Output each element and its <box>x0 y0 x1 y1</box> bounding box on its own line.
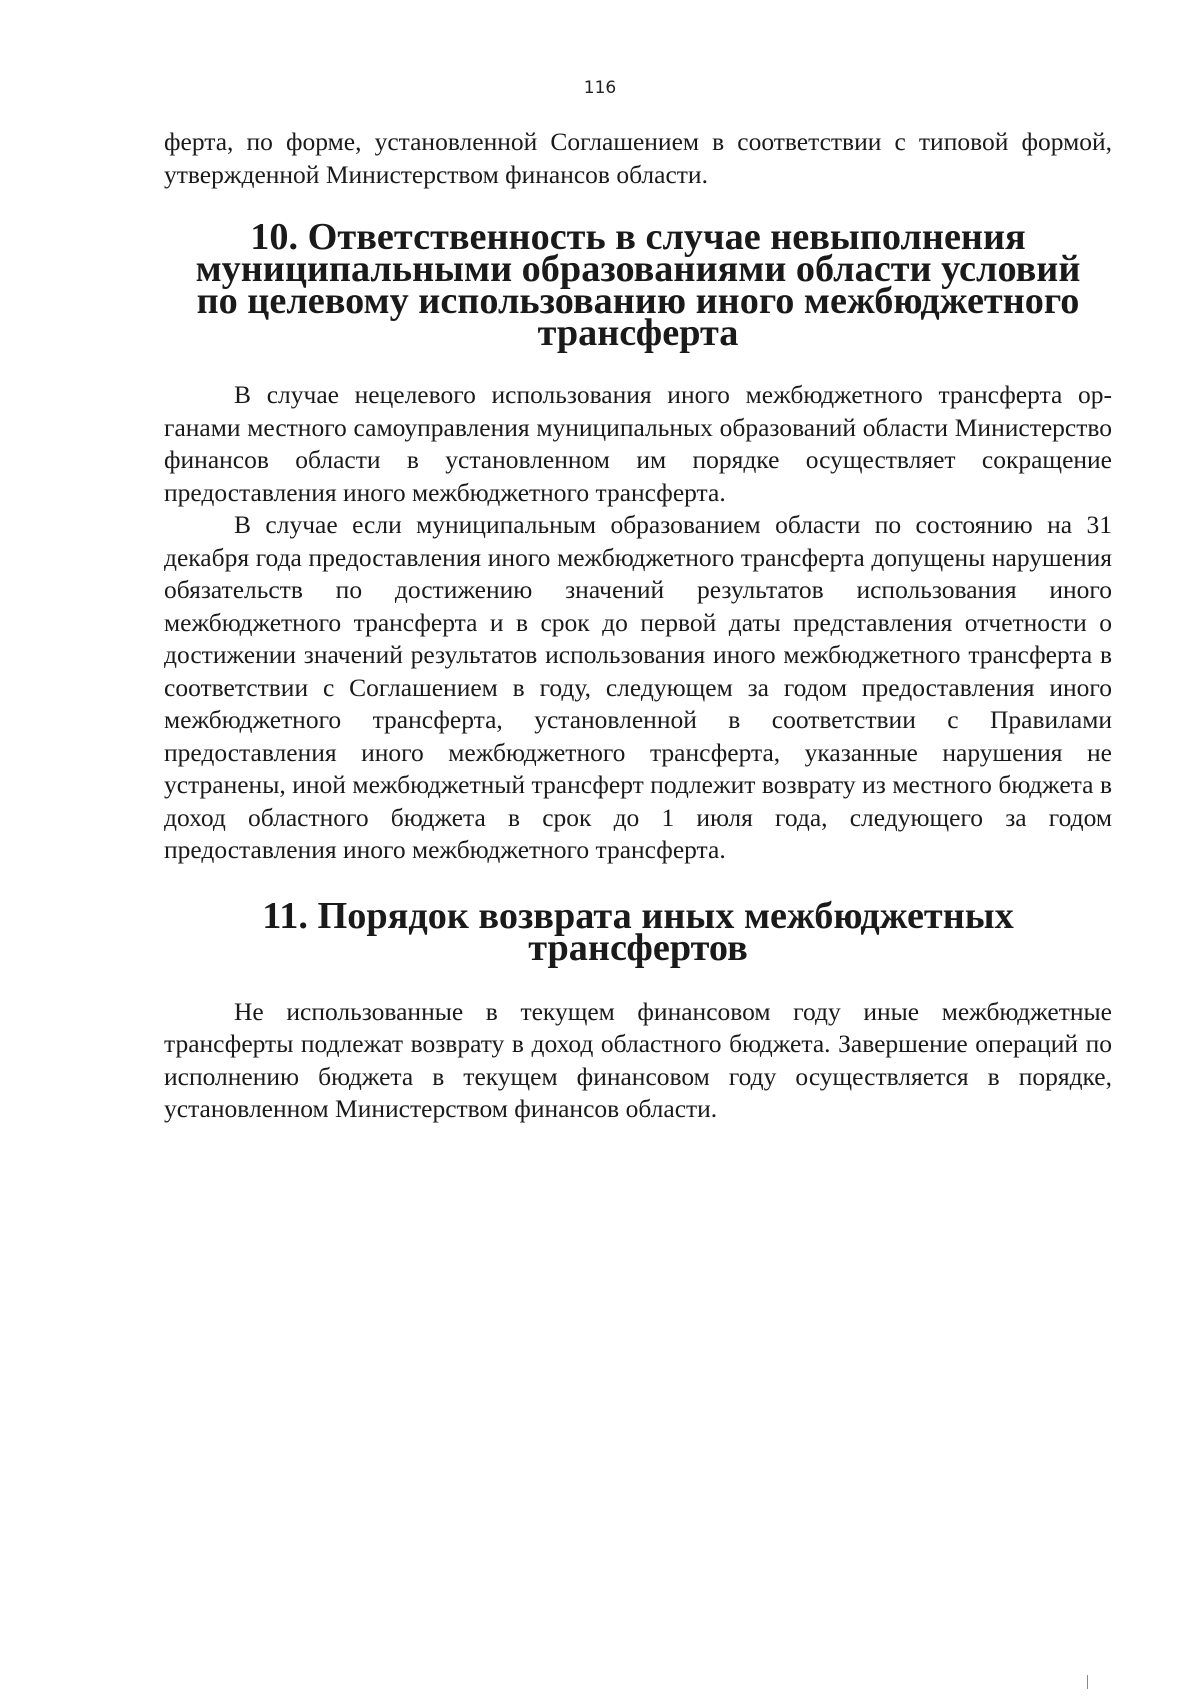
section-10-heading <box>164 216 1112 354</box>
section-10-heading-line-1: 10. Ответственность в случае невыполнения <box>250 216 1026 258</box>
section-10-heading-line-3: по целевому использованию иного межбюджетного трансферта <box>196 280 1080 354</box>
page-number: 116 <box>583 78 617 98</box>
section-10-heading-line-2: муниципальными образованиями области условий <box>195 248 1081 290</box>
intro-paragraph: ферта, по форме, установленной Соглашением в соответствии с типовой формой, утвержденной Министерством финансов области. <box>164 127 1112 189</box>
scan-artifact-mark <box>1087 1675 1088 1689</box>
section-11-paragraph-1: Не использованные в текущем финансовом году иные межбюджетные трансферты подлежат возврату в доход областного бюджета. Завершение операций по исполнению бюджета в текущем финансовом году осуществляется в порядке, установленном Министерством финансов области. <box>164 996 1112 1123</box>
section-10-paragraph-1: В случае нецелевого использования иного межбюджетного трансферта органами местного самоуправления муниципальных образований области Министерство финансов области в установленном им порядке осуществляет сокращение предоставления иного межбюджетного трансферта. <box>164 380 1112 507</box>
document-body <box>164 126 1112 1126</box>
section-11-heading: 11. Порядок возврата иных межбюджетных трансфертов <box>262 894 1014 969</box>
section-10-paragraph-2: В случае если муниципальным образованием области по состоянию на 31 декабря года предоставления иного межбюджетного трансферта допущены нарушения обязательств по достижению значений результатов использования иного межбюджетного трансферта и в срок до первой даты представления отчетности о достижении значений результатов использования иного межбюджетного трансферта в соответствии с Соглашением в году, следующем за годом предоставления иного межбюджетного трансферта, установленной в соответствии с Правилами предоставления иного межбюджетного трансферта, указанные нарушения не устранены, иной межбюджетный трансферт подлежит возврату из местного бюджета в доход областного бюджета в срок до 1 июля года, следующего за годом предоставления иного межбюджетного трансферта. <box>164 510 1112 864</box>
